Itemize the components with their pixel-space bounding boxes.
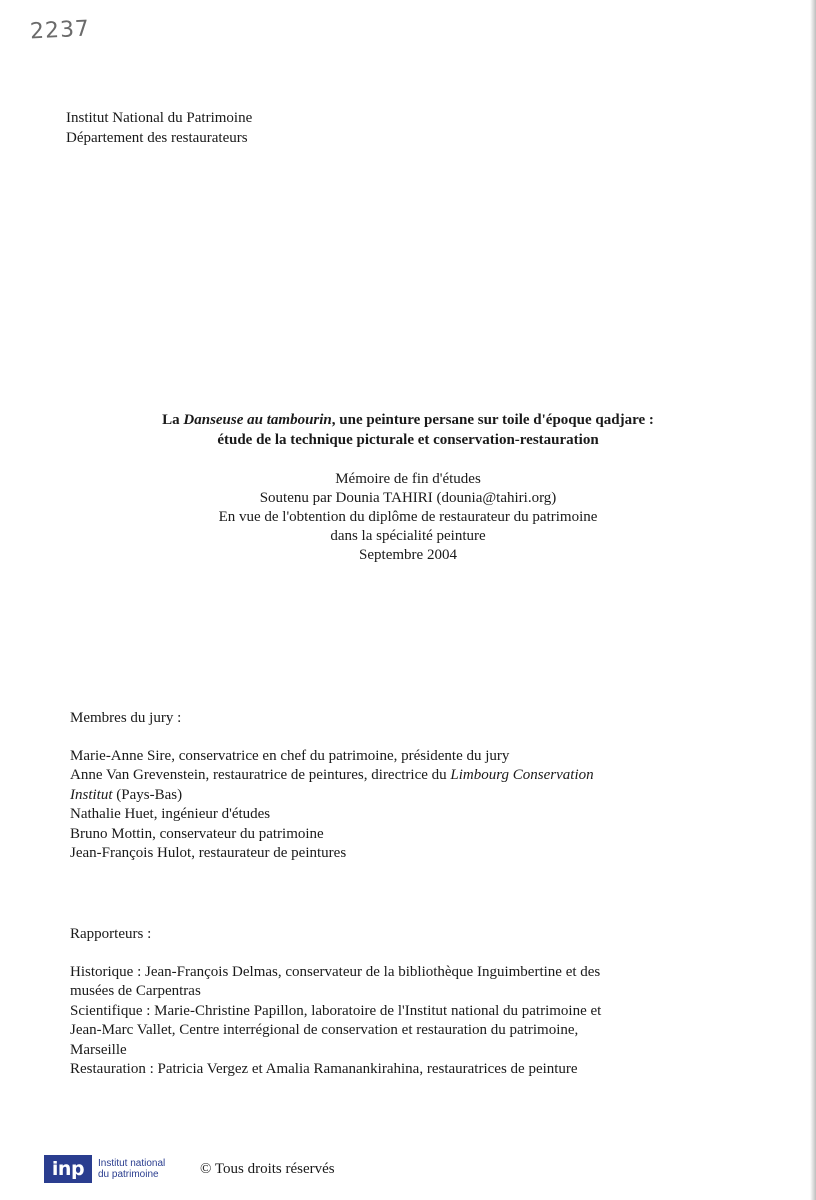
- rapporteurs-label: Rapporteurs :: [70, 926, 152, 942]
- rapporteur-scientifique-cont: Jean-Marc Vallet, Centre interrégional de conservation et restauration du patrimoine,: [70, 1022, 579, 1038]
- logo-text-line-2: du patrimoine: [98, 1169, 159, 1180]
- institution-name: Institut National du Patrimoine: [66, 110, 253, 126]
- title-italic: Danseuse au tambourin: [183, 412, 332, 428]
- jury-member-2-cont: [70, 786, 720, 806]
- rapporteur-restauration: Restauration : Patricia Vergez et Amalia Ramanankirahina, restauratrices de peinture: [70, 1061, 578, 1077]
- memoire-line-1: Mémoire de fin d'études: [335, 471, 481, 487]
- jury-member-2-country: (Pays-Bas): [112, 786, 183, 803]
- document-header: [66, 108, 252, 148]
- thesis-title: [60, 410, 756, 450]
- memoire-line-5: Septembre 2004: [359, 547, 457, 563]
- title-line-1: [60, 410, 756, 430]
- logo-text-line-1: Institut national: [98, 1158, 166, 1169]
- memoire-line-3: En vue de l'obtention du diplôme de restaurateur du patrimoine: [218, 509, 598, 525]
- jury-label: Membres du jury :: [70, 710, 182, 726]
- rapporteur-scientifique: Scientifique : Marie-Christine Papillon, laboratoire de l'Institut national du patrimoine et: [70, 1002, 602, 1019]
- inp-logo: inp: [44, 1155, 92, 1183]
- rapporteur-historique: Historique : Jean-François Delmas, conservateur de la bibliothèque Inguimbertine et des: [70, 963, 601, 980]
- rapporteur-scientifique-city: Marseille: [70, 1041, 127, 1058]
- memoire-info: [60, 470, 756, 565]
- title-line-1-rest: , une peinture persane sur toile d'époque qadjare :: [331, 412, 654, 428]
- memoire-line-2: Soutenu par Dounia TAHIRI (dounia@tahiri.org): [259, 490, 557, 506]
- title-line-2: étude de la technique picturale et conservation-restauration: [217, 432, 599, 448]
- jury-member-2-institution-cont: Institut: [70, 786, 113, 803]
- scan-edge: [810, 0, 816, 1200]
- jury-member-4: Bruno Mottin, conservateur du patrimoine: [70, 825, 324, 842]
- jury-member-2-text: Anne Van Grevenstein, restauratrice de peintures, directrice du: [70, 767, 451, 783]
- rapporteur-historique-cont: musées de Carpentras: [70, 983, 201, 999]
- department-name: Département des restaurateurs: [66, 130, 248, 146]
- title-prefix: La: [162, 412, 184, 428]
- footer: [44, 1155, 335, 1183]
- jury-member-1: Marie-Anne Sire, conservatrice en chef du patrimoine, présidente du jury: [70, 747, 510, 764]
- jury-member-5: Jean-François Hulot, restaurateur de peintures: [70, 845, 347, 861]
- jury-section: [70, 709, 720, 864]
- copyright-notice: © Tous droits réservés: [200, 1160, 335, 1177]
- rapporteurs-section: [70, 925, 720, 1080]
- jury-member-2-institution: Limbourg Conservation: [450, 767, 594, 783]
- memoire-line-4: dans la spécialité peinture: [330, 528, 486, 544]
- jury-member-2: [70, 766, 720, 786]
- handwritten-annotation: 2237: [29, 16, 91, 45]
- jury-member-3: Nathalie Huet, ingénieur d'études: [70, 806, 271, 822]
- inp-logo-text: [98, 1158, 188, 1180]
